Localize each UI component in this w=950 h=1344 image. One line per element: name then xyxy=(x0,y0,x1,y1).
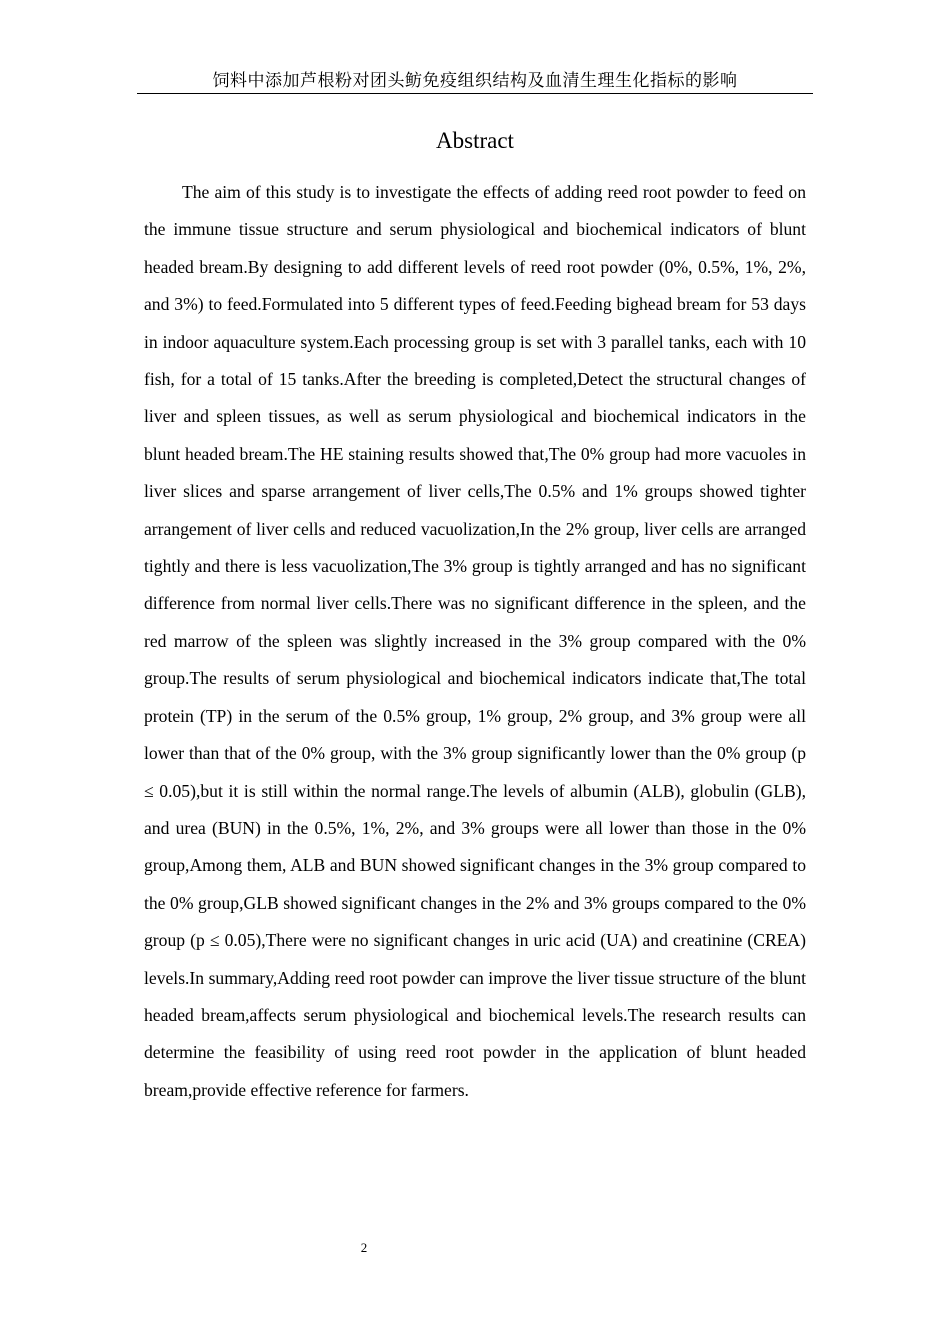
header-divider xyxy=(137,93,813,94)
running-header-title: 饲料中添加芦根粉对团头鲂免疫组织结构及血清生理生化指标的影响 xyxy=(212,71,738,91)
abstract-paragraph: The aim of this study is to investigate the effects of adding reed root powder to feed on the immune tissue structure and serum physiological and biochemical indicators of blunt headed bream.By designing to add different levels of reed root powder (0%, 0.5%, 1%, 2%, and 3%) to feed.Formulated into 5 different types of feed.Feeding bighead bream for 53 days in indoor aquaculture system.Each processing group is set with 3 parallel tanks, each with 10 fish, for a total of 15 tanks.After the breeding is completed,Detect the structural changes of liver and spleen tissues, as well as serum physiological and biochemical indicators in the blunt headed bream.The HE staining results showed that,The 0% group had more vacuoles in liver slices and sparse arrangement of liver cells,The 0.5% and 1% groups showed tighter arrangement of liver cells and reduced vacuolization,In the 2% group, liver cells are arranged tightly and there is less vacuolization,The 3% group is tightly arranged and has no significant difference from normal liver cells.There was no significant difference in the spleen, and the red marrow of the spleen was slightly increased in the 3% group compared with the 0% group.The results of serum physiological and biochemical indicators indicate that,The total protein (TP) in the serum of the 0.5% group, 1% group, 2% group, and 3% group were all lower than that of the 0% group, with the 3% group significantly lower than the 0% group (p ≤ 0.05),but it is still within the normal range.The levels of albumin (ALB), globulin (GLB), and urea (BUN) in the 0.5%, 1%, 2%, and 3% groups were all lower than those in the 0% group,Among them, ALB and BUN showed significant changes in the 3% group compared to the 0% group,GLB showed significant changes in the 2% and 3% groups compared to the 0% group (p ≤ 0.05),There were no significant changes in uric acid (UA) and creatinine (CREA) levels.In summary,Adding reed root powder can improve the liver tissue structure of the blunt headed bream,affects serum physiological and biochemical levels.The research results can determine the feasibility of using reed root powder in the application of blunt headed bream,provide effective reference for farmers. xyxy=(144,182,806,1100)
page-number: 2 xyxy=(360,1240,368,1255)
page-title: Abstract xyxy=(436,128,514,153)
